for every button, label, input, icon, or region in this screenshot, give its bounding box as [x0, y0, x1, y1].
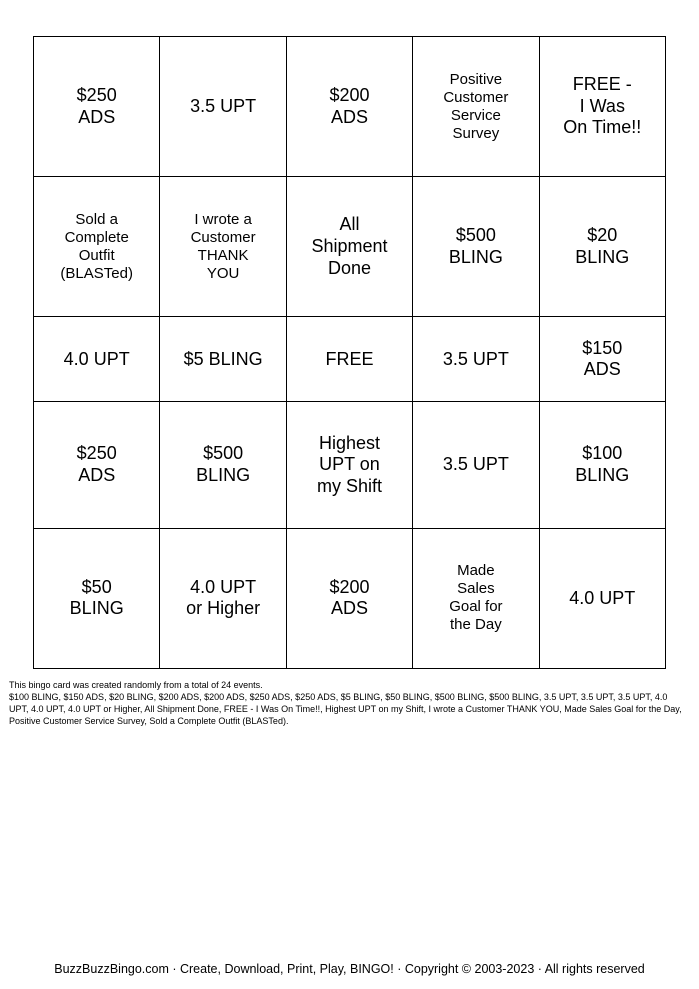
bingo-cell: $200 ADS	[286, 528, 412, 668]
bingo-cell: $50 BLING	[34, 528, 160, 668]
events-count-text: This bingo card was created randomly from a total of 24 events.	[9, 680, 263, 690]
bingo-row	[34, 402, 666, 528]
bingo-cell: 3.5 UPT	[160, 37, 286, 177]
bingo-cell: $500 BLING	[160, 402, 286, 528]
bingo-cell: 4.0 UPT	[34, 317, 160, 402]
bingo-cell: $200 ADS	[286, 37, 412, 177]
bingo-cell: 4.0 UPT or Higher	[160, 528, 286, 668]
bingo-cell: All Shipment Done	[286, 177, 412, 317]
bingo-cell: I wrote a Customer THANK YOU	[160, 177, 286, 317]
bingo-row	[34, 37, 666, 177]
footer-copyright: BuzzBuzzBingo.com · Create, Download, Print, Play, BINGO! · Copyright © 2003-2023 · All rights reserved	[54, 962, 645, 976]
bingo-cell: Made Sales Goal for the Day	[413, 528, 539, 668]
bingo-cell: $250 ADS	[34, 37, 160, 177]
bingo-cell: $500 BLING	[413, 177, 539, 317]
bingo-cell: $250 ADS	[34, 402, 160, 528]
bingo-card	[33, 36, 666, 669]
bingo-cell: 4.0 UPT	[539, 528, 665, 668]
bingo-cell: Positive Customer Service Survey	[413, 37, 539, 177]
bingo-row	[34, 317, 666, 402]
card-info-note	[9, 679, 689, 728]
bingo-cell: Highest UPT on my Shift	[286, 402, 412, 528]
bingo-free-cell: FREE	[286, 317, 412, 402]
bingo-row	[34, 177, 666, 317]
events-list-text: $100 BLING, $150 ADS, $20 BLING, $200 ADS, $200 ADS, $250 ADS, $250 ADS, $5 BLING, $50 BLING, $500 BLING, $500 BLING, 3.5 UPT, 3.5 UPT, 3.5 UPT, 4.0 UPT, 4.0 UPT, 4.0 UPT or Higher, All Shipment Done, FREE - I Was On Time!!, Highest UPT on my Shift, I wrote a Customer THANK YOU, Made Sales Goal for the Day, Positive Customer Service Survey, Sold a Complete Outfit (BLASTed).	[9, 692, 682, 727]
bingo-cell: $20 BLING	[539, 177, 665, 317]
bingo-cell: $5 BLING	[160, 317, 286, 402]
bingo-row	[34, 528, 666, 668]
bingo-cell: $150 ADS	[539, 317, 665, 402]
bingo-cell: FREE - I Was On Time!!	[539, 37, 665, 177]
bingo-cell: 3.5 UPT	[413, 317, 539, 402]
bingo-cell: $100 BLING	[539, 402, 665, 528]
bingo-cell: Sold a Complete Outfit (BLASTed)	[34, 177, 160, 317]
bingo-cell: 3.5 UPT	[413, 402, 539, 528]
